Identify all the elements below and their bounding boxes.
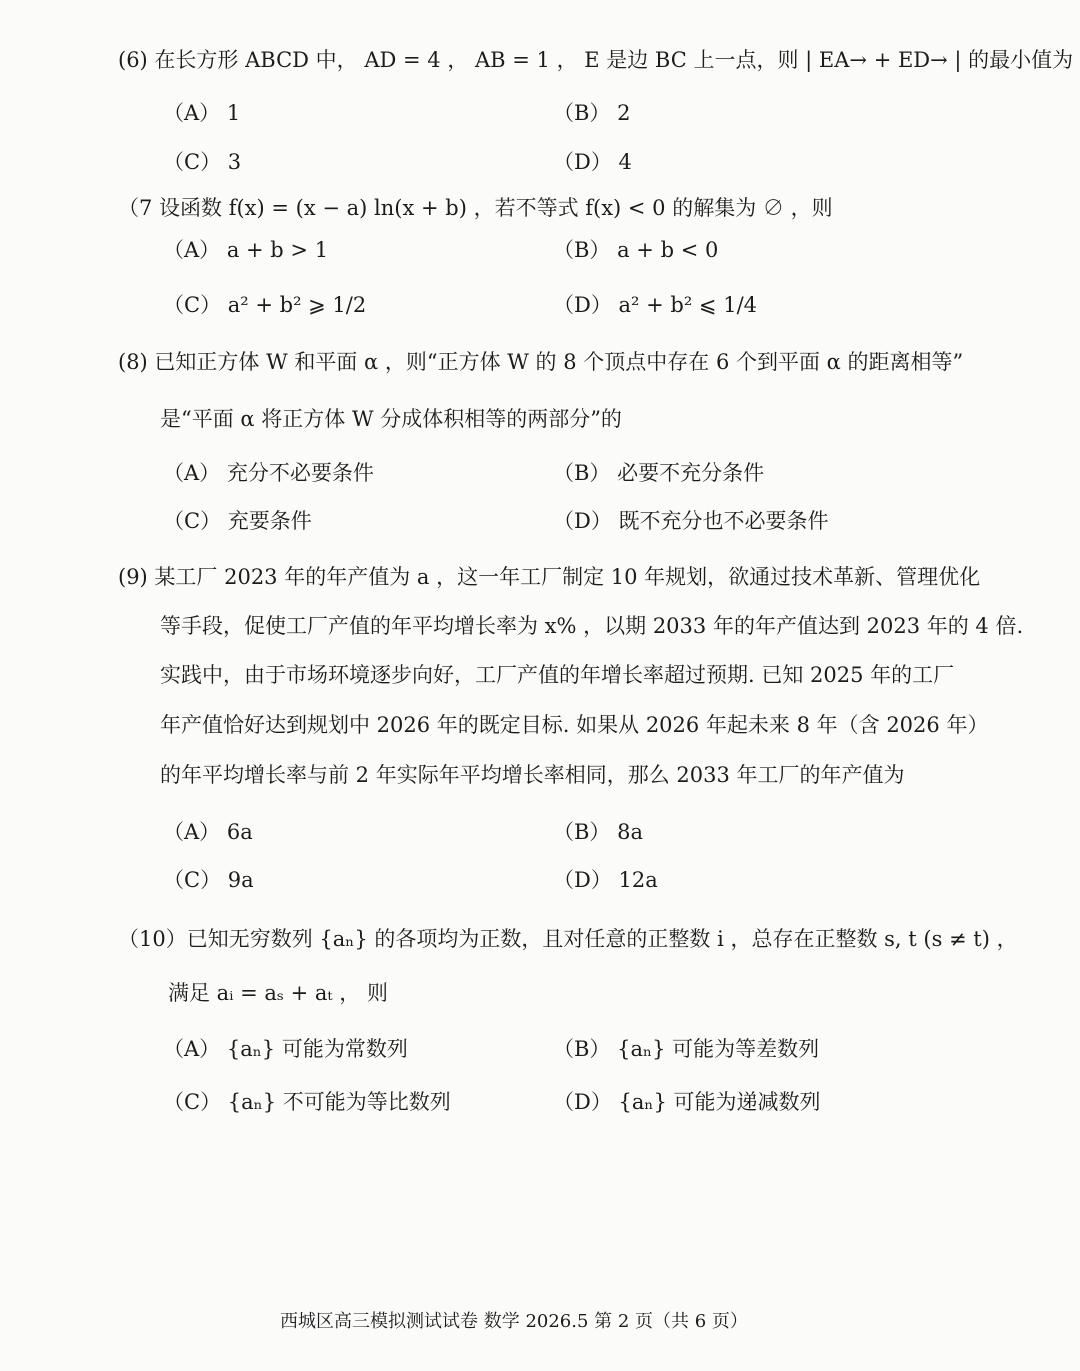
q7-option-d: （D） a² + b² ⩽ 1/4 bbox=[553, 293, 758, 317]
q7-option-b: （B） a + b < 0 bbox=[553, 238, 719, 262]
q10-option-c: （C） {aₙ} 不可能为等比数列 bbox=[163, 1090, 451, 1114]
q10-option-a: （A） {aₙ} 可能为常数列 bbox=[163, 1037, 408, 1061]
q8-option-a: （A） 充分不必要条件 bbox=[163, 461, 374, 485]
q8-option-c: （C） 充要条件 bbox=[163, 509, 312, 533]
q7-option-c: （C） a² + b² ⩾ 1/2 bbox=[163, 293, 367, 317]
q9-option-b: （B） 8a bbox=[553, 820, 643, 844]
q8-option-b: （B） 必要不充分条件 bbox=[553, 461, 765, 485]
q10-line-1: （10）已知无穷数列 {aₙ} 的各项均为正数，且对任意的正整数 i ，总存在正整数 s, t (s ≠ t) ， bbox=[118, 927, 1018, 951]
page-footer: 西城区高三模拟测试试卷 数学 2026.5 第 2 页（共 6 页） bbox=[280, 1311, 748, 1332]
q6-line-1: (6) 在长方形 ABCD 中， AD = 4 ， AB = 1 ， E 是边 BC 上一点，则 | EA→ + ED→ | 的最小值为 bbox=[118, 48, 1074, 72]
q8-option-d: （D） 既不充分也不必要条件 bbox=[553, 509, 829, 533]
q9-line-3: 实践中，由于市场环境逐步向好，工厂产值的年增长率超过预期. 已知 2025 年的工厂 bbox=[160, 663, 955, 687]
q6-option-b: （B） 2 bbox=[553, 101, 631, 125]
q7-option-a: （A） a + b > 1 bbox=[163, 238, 329, 262]
q9-option-c: （C） 9a bbox=[163, 868, 254, 892]
q10-option-b: （B） {aₙ} 可能为等差数列 bbox=[553, 1037, 820, 1061]
q9-line-5: 的年平均增长率与前 2 年实际年平均增长率相同，那么 2033 年工厂的年产值为 bbox=[160, 763, 905, 787]
q10-line-2: 满足 aᵢ = aₛ + aₜ ， 则 bbox=[168, 981, 388, 1005]
q9-line-4: 年产值恰好达到规划中 2026 年的既定目标. 如果从 2026 年起未来 8 年（含 2026 年） bbox=[160, 713, 989, 737]
q6-option-a: （A） 1 bbox=[163, 101, 241, 125]
q6-option-c: （C） 3 bbox=[163, 150, 242, 174]
q7-line-1: （7 设函数 f(x) = (x − a) ln(x + b) ，若不等式 f(x) < 0 的解集为 ∅ ，则 bbox=[118, 196, 833, 220]
q10-option-d: （D） {aₙ} 可能为递减数列 bbox=[553, 1090, 821, 1114]
q6-option-d: （D） 4 bbox=[553, 150, 632, 174]
q9-line-1: (9) 某工厂 2023 年的年产值为 a ，这一年工厂制定 10 年规划，欲通过技术革新、管理优化 bbox=[118, 565, 981, 589]
q9-option-d: （D） 12a bbox=[553, 868, 658, 892]
q9-option-a: （A） 6a bbox=[163, 820, 253, 844]
q9-line-2: 等手段，促使工厂产值的年平均增长率为 x% ，以期 2033 年的年产值达到 2023 年的 4 倍. bbox=[160, 614, 1024, 638]
q8-line-1: (8) 已知正方体 W 和平面 α ，则“正方体 W 的 8 个顶点中存在 6 个到平面 α 的距离相等” bbox=[118, 350, 964, 374]
q8-line-2: 是“平面 α 将正方体 W 分成体积相等的两部分”的 bbox=[160, 407, 622, 431]
